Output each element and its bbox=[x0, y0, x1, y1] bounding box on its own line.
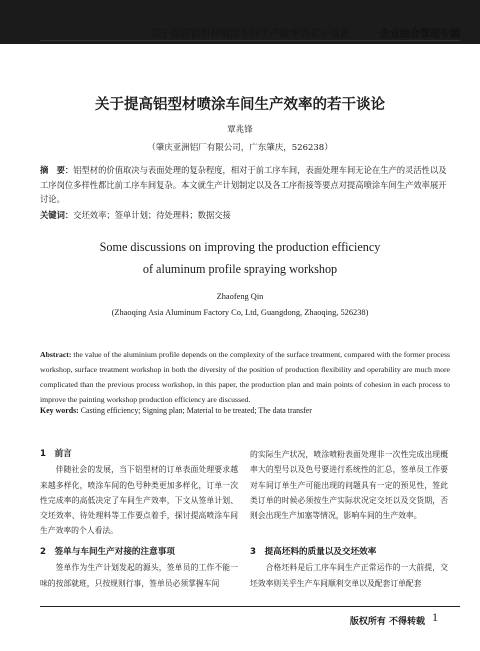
page-number: 1 bbox=[432, 610, 438, 624]
right-column-lower bbox=[250, 545, 448, 591]
author-en: Zhaofeng Qin bbox=[216, 292, 264, 301]
abstract-en bbox=[40, 347, 450, 407]
paper-title-cn: 关于提高铝型材喷涂车间生产效率的若干谈论 bbox=[95, 97, 385, 113]
abstract-cn-text: 铝型材的价值取决与表面处理的复杂程度，相对于前工序车间，表面处理车间无论在生产的灵活性以及工序岗位多样性都比前工序车间复杂。本文就生产计划制定以及各工序衔接等要点对提高喷涂车间生产效率展开讨论。 bbox=[40, 165, 447, 204]
section-1-paragraph: 伴随社会的发展，当下铝型材的订单表面处理要求越来越多样化，喷涂车间的色号种类更加多样化，订单一次性完成率的高低决定了车间生产效率，下文从签单计划、交坯效率、待处理料等工作要点着手，探讨提高喷涂车间生产效率的个人看法。 bbox=[40, 465, 238, 536]
paper-title-en-line1: Some discussions on improving the production efficiency bbox=[99, 240, 381, 254]
keywords-en-text: Casting efficiency; Signing plan; Material to be treated; The data transfer bbox=[80, 406, 312, 415]
abstract-cn bbox=[40, 163, 450, 207]
footer-rule bbox=[40, 606, 460, 607]
paper-title-en bbox=[0, 236, 480, 280]
keywords-cn-text: 交坯效率；签单计划；待处理料；数据交接 bbox=[73, 210, 231, 220]
keywords-en bbox=[40, 404, 450, 418]
author-cn: 覃兆锋 bbox=[227, 125, 253, 135]
affiliation-cn: （肇庆亚洲铝厂有限公司，广东肇庆，526238） bbox=[147, 143, 333, 153]
running-header-title: 关于提高铝型材喷涂车间生产效率的若干谈论 bbox=[150, 29, 350, 40]
header-rule bbox=[40, 40, 460, 41]
section-2-continued: 的实际生产状况，喷涂喷粉表面处理非一次性完成出现概率大的型号以及色号要进行系统性的汇总，签单员工作要对车间订单生产可能出现的问题具有一定的预见性，签此类订单的时候必须按生产实际状况定交坯以及交货期，否则会出现生产加塞等情况，影响车间的生产效率。 bbox=[250, 450, 448, 521]
abstract-en-text: the value of the aluminium profile depends on the complexity of the surface treatment, compared with the former process workshop, surface treatment workshop in both the diversity of the position of production flexibility and operability are much more complicated than the previous process workshop, in this paper, the production plan and main points of cohesion in each process to improve the painting workshop production efficiency are discussed. bbox=[40, 350, 450, 404]
section-3-paragraph: 合格坯料是后工序车间生产正常运作的一大前提，交坯效率则关乎生产车间顺利交单以及配套订单配套 bbox=[250, 563, 448, 588]
left-column-upper bbox=[40, 447, 238, 539]
keywords-cn-label: 关键词： bbox=[40, 210, 74, 220]
abstract-en-label: Abstract: bbox=[40, 350, 72, 359]
section-3-heading: 3 提高坯料的质量以及交坯效率 bbox=[250, 547, 377, 557]
paper-title-en-line2: of aluminum profile spraying workshop bbox=[142, 262, 338, 276]
keywords-cn bbox=[40, 208, 450, 223]
right-column-upper bbox=[250, 447, 448, 523]
abstract-cn-label: 摘 要： bbox=[40, 165, 74, 175]
affiliation-en: (Zhaoqing Asia Aluminum Factory Co, Ltd, Guangdong, Zhaoqing, 526238) bbox=[111, 308, 369, 317]
left-column-lower bbox=[40, 545, 238, 591]
section-2-paragraph: 签单作为生产计划发起的源头，签单员的工作不能一味的按部就班，只按规则行事，签单员必须掌握车间 bbox=[40, 563, 238, 588]
running-header-section: 企业综合管理专题 bbox=[380, 29, 460, 40]
section-2-heading: 2 签单与车间生产对接的注意事项 bbox=[40, 547, 175, 557]
keywords-en-label: Key words: bbox=[40, 406, 79, 415]
section-1-heading: 1 前言 bbox=[40, 449, 72, 459]
copyright-notice: 版权所有 不得转载 bbox=[349, 617, 425, 627]
